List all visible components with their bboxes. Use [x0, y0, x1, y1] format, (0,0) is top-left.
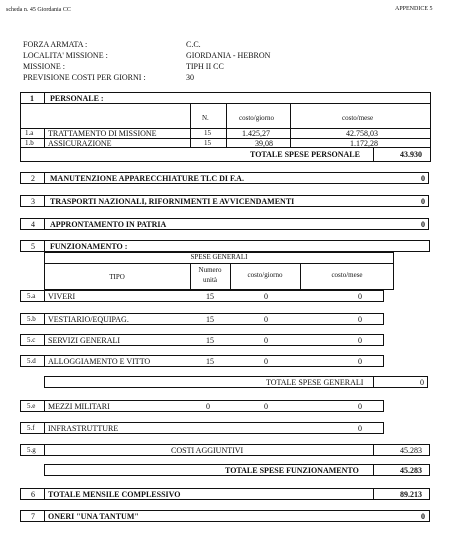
row-1b-costo-giorno: 39,08 — [255, 139, 273, 148]
oneri-number: 7 — [31, 512, 35, 521]
col-n-header: N. — [202, 114, 209, 122]
row-5b-costo-mese: 0 — [358, 315, 362, 324]
row-5d-costo-giorno: 0 — [264, 357, 268, 366]
section-3-value: 0 — [421, 197, 425, 206]
row-1b-n: 15 — [204, 139, 211, 147]
row-5g-value: 45.283 — [400, 446, 422, 455]
row-5a-label: VIVERI — [48, 292, 76, 301]
mensile-label: TOTALE MENSILE COMPLESSIVO — [48, 490, 181, 499]
row-5f-number: 5.f — [27, 424, 35, 432]
funzionamento-number: 5 — [31, 242, 35, 251]
oneri-value: 0 — [421, 512, 425, 521]
mensile-number: 6 — [31, 490, 35, 499]
funzionamento-title: FUNZIONAMENTO : — [50, 242, 128, 251]
row-1a-costo-mese: 42.758,03 — [346, 129, 378, 138]
row-5d-number: 5.d — [27, 357, 36, 365]
row-5g-label: COSTI AGGIUNTIVI — [171, 446, 244, 455]
row-1a-label: TRATTAMENTO DI MISSIONE — [48, 129, 157, 138]
spese-generali-title: SPESE GENERALI — [190, 253, 248, 261]
row-1a-number: 1.a — [25, 129, 34, 137]
row-5d-costo-mese: 0 — [358, 357, 362, 366]
funzionamento-total-value: 45.283 — [400, 466, 422, 475]
info-value-localita: GIORDANIA - HEBRON — [186, 51, 271, 60]
row-5a-costo-giorno: 0 — [264, 292, 268, 301]
row-5b-costo-giorno: 0 — [264, 315, 268, 324]
spese-generali-total-value: 0 — [420, 378, 424, 387]
personale-title: PERSONALE : — [50, 94, 104, 103]
col-costo-mese-header-5: costo/mese — [331, 271, 363, 279]
row-1a-n: 15 — [204, 129, 211, 137]
personale-total-value: 43.930 — [400, 150, 422, 159]
row-5a-n: 15 — [206, 292, 214, 301]
info-label-missione: MISSIONE : — [23, 62, 66, 71]
col-costo-mese-header: costo/mese — [342, 114, 374, 122]
row-5b-label: VESTIARIO/EQUIPAG. — [48, 315, 129, 324]
info-label-giorni: PREVISIONE COSTI PER GIORNI : — [23, 73, 146, 82]
col-costo-giorno-header: costo/giorno — [239, 114, 274, 122]
section-3-number: 3 — [31, 197, 35, 206]
row-5f-costo-mese: 0 — [358, 424, 362, 433]
section-4-number: 4 — [31, 220, 35, 229]
mensile-value: 89.213 — [400, 490, 422, 499]
row-5a-number: 5.a — [27, 292, 36, 300]
col-costo-giorno-header-5: costo/giorno — [247, 271, 283, 279]
col-numero-header: Numero — [198, 266, 222, 274]
personale-total-label: TOTALE SPESE PERSONALE — [250, 150, 360, 159]
row-5c-label: SERVIZI GENERALI — [48, 336, 121, 345]
row-1b-label: ASSICURAZIONE — [48, 139, 112, 148]
info-value-giorni: 30 — [186, 73, 194, 82]
section-2-label: MANUTENZIONE APPARECCHIATURE TLC DI F.A. — [50, 174, 244, 183]
col-unita-header: unità — [203, 276, 217, 284]
funzionamento-total-label: TOTALE SPESE FUNZIONAMENTO — [225, 466, 359, 475]
doc-reference: scheda n. 45 Giordania CC — [6, 7, 71, 13]
oneri-label: ONERI "UNA TANTUM" — [48, 512, 139, 521]
row-5g-number: 5.g — [27, 446, 36, 454]
row-1b-costo-mese: 1.172,28 — [350, 139, 378, 148]
row-5a-costo-mese: 0 — [358, 292, 362, 301]
info-value-missione: TIPH II CC — [186, 62, 224, 71]
section-4-value: 0 — [421, 220, 425, 229]
row-5d-label: ALLOGGIAMENTO E VITTO — [48, 357, 151, 366]
info-label-forza-armata: FORZA ARMATA : — [23, 40, 88, 49]
row-5e-costo-giorno: 0 — [264, 402, 268, 411]
spese-generali-total-label: TOTALE SPESE GENERALI — [266, 378, 364, 387]
section-3-label: TRASPORTI NAZIONALI, RIFORNIMENTI E AVVICENDAMENTI — [50, 197, 295, 206]
section-2-value: 0 — [421, 174, 425, 183]
section-4-label: APPRONTAMENTO IN PATRIA — [50, 220, 167, 229]
spese-generali-total-row — [44, 376, 428, 388]
row-5c-costo-giorno: 0 — [264, 336, 268, 345]
row-1b-number: 1.b — [25, 139, 34, 147]
info-value-forza-armata: C.C. — [186, 40, 201, 49]
row-5e-number: 5.e — [27, 402, 36, 410]
row-5e-label: MEZZI MILITARI — [48, 402, 110, 411]
row-5c-costo-mese: 0 — [358, 336, 362, 345]
personale-number: 1 — [30, 94, 34, 103]
col-tipo-header: TIPO — [109, 273, 125, 281]
row-5e-costo-mese: 0 — [358, 402, 362, 411]
section-2-number: 2 — [31, 174, 35, 183]
row-5b-number: 5.b — [27, 315, 36, 323]
appendix-label: APPENDICE 5 — [395, 6, 433, 12]
row-5c-n: 15 — [206, 336, 214, 345]
row-5c-number: 5.c — [27, 336, 36, 344]
row-5d-n: 15 — [206, 357, 214, 366]
row-1a-costo-giorno: 1.425,27 — [242, 129, 270, 138]
row-5b-n: 15 — [206, 315, 214, 324]
info-label-localita: LOCALITA' MISSIONE : — [23, 51, 108, 60]
row-5e-n: 0 — [206, 402, 210, 411]
row-5f-label: INFRASTRUTTURE — [48, 424, 119, 433]
